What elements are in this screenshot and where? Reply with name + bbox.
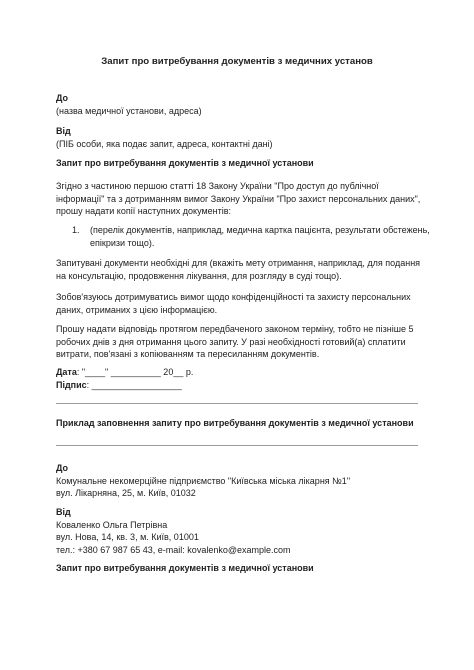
signature-value: : __________________: [86, 379, 182, 390]
example-recipient-line: вул. Лікарняна, 25, м. Київ, 01032: [56, 488, 196, 498]
sender-section: [56, 125, 418, 150]
deadline-paragraph: [56, 323, 418, 361]
signature-block: [56, 366, 418, 391]
confidentiality-line: даних, отриманих з цією інформацією.: [56, 304, 218, 315]
example-sender-line: тел.: +380 67 987 65 43, e-mail: kovalenko@example.com: [56, 544, 291, 555]
purpose-paragraph: [56, 257, 421, 282]
example-heading: Приклад заповнення запиту про витребування документів з медичної установи: [56, 418, 414, 428]
intro-line: прошу надати копії наступних документів:: [56, 206, 232, 216]
date-label: Дата: [56, 367, 77, 377]
recipient-section: [56, 92, 418, 117]
example-subject: Запит про витребування документів з медичної установи: [56, 563, 314, 573]
purpose-line: Запитувані документи необхідні для (вкажіть мету отримання, наприклад, для подання: [56, 258, 421, 268]
recipient-label: До: [56, 93, 69, 103]
purpose-line: на консультацію, продовження лікування, для розгляду в суді тощо).: [56, 270, 342, 281]
example-recipient-section: [56, 462, 418, 500]
sender-label: Від: [56, 126, 71, 136]
list-number: 1.: [72, 225, 80, 235]
deadline-line: Прошу надати відповідь протягом передбаченого законом терміну, тобто не пізніше 5: [56, 324, 414, 334]
intro-line: Згідно з частиною першою статті 18 Закону України "Про доступ до публічної: [56, 181, 379, 191]
confidentiality-line: Зобов'язуюсь дотримуватись вимог щодо конфіденційності та захисту персональних: [56, 292, 411, 302]
example-sender-line: вул. Нова, 14, кв. 3, м. Київ, 01001: [56, 532, 199, 542]
sender-hint: (ПІБ особи, яка подає запит, адреса, контактні дані): [56, 138, 273, 149]
deadline-line: витрати, пов'язані з копіюванням та пересиланням документів.: [56, 349, 320, 359]
divider: [56, 445, 418, 446]
date-line: [56, 366, 418, 379]
example-recipient-label: До: [56, 463, 69, 473]
list-text-line: епікризи тощо).: [90, 237, 155, 248]
document-title: Запит про витребування документів з медичних установ: [101, 56, 373, 67]
example-recipient-line: Комунальне некомерційне підприємство "Київська міська лікарня №1": [56, 475, 351, 486]
date-value: : "____" __________ 20__ р.: [76, 367, 194, 377]
recipient-hint: (назва медичної установи, адреса): [56, 105, 202, 116]
list-text-line: (перелік документів, наприклад, медична картка пацієнта, результати обстежень,: [90, 225, 430, 235]
example-sender-section: [56, 506, 418, 556]
request-subject: Запит про витребування документів з медичної установи: [56, 158, 314, 168]
intro-paragraph: [56, 180, 421, 218]
list-text: [90, 224, 430, 249]
divider: [56, 403, 418, 404]
signature-label: Підпис: [56, 379, 87, 390]
signature-line: [56, 379, 418, 392]
example-sender-line: Коваленко Ольга Петрівна: [56, 519, 168, 530]
deadline-line: робочих днів з дня отримання цього запиту. У разі необхідності готовий(а) сплатити: [56, 336, 406, 347]
intro-line: інформації" та з дотриманням вимог Закону України "Про захист персональних даних",: [56, 193, 421, 204]
example-sender-label: Від: [56, 507, 71, 517]
confidentiality-paragraph: [56, 291, 418, 316]
